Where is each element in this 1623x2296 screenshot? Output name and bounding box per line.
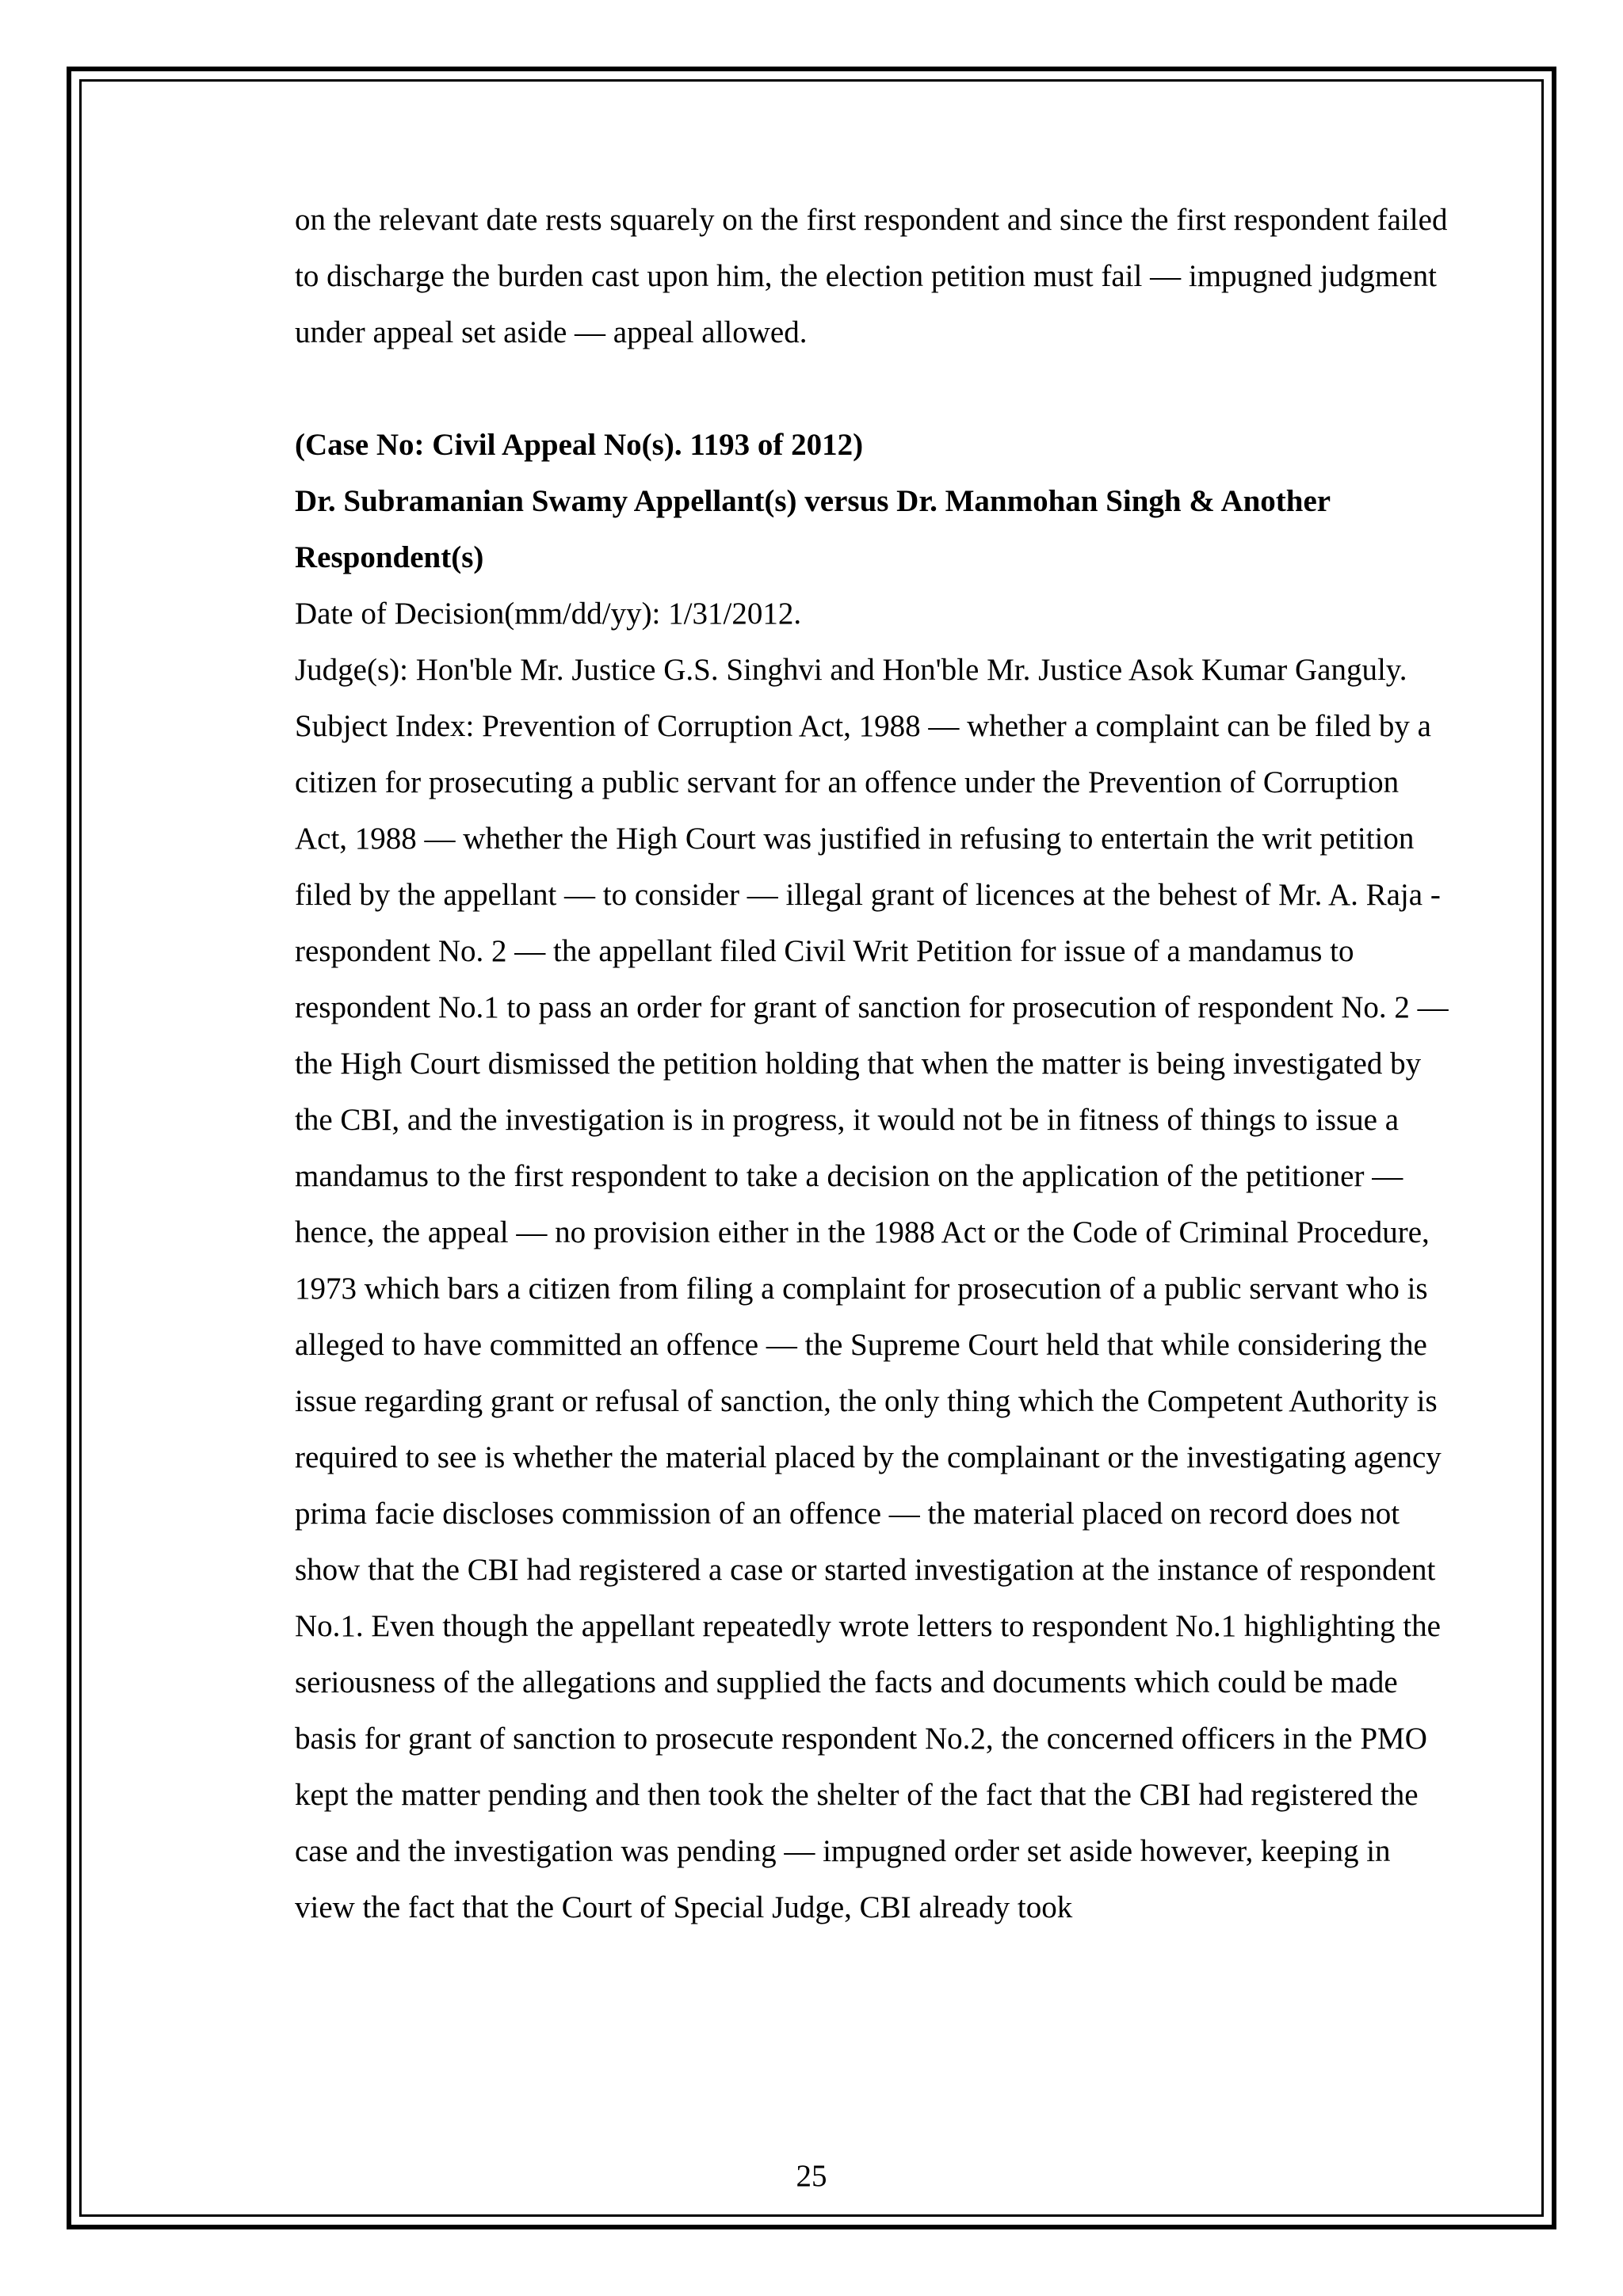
- date-of-decision: Date of Decision(mm/dd/yy): 1/31/2012.: [295, 597, 802, 631]
- case-number: (Case No: Civil Appeal No(s). 1193 of 2012): [295, 428, 864, 462]
- paragraph-gap: [295, 360, 1452, 417]
- case-parties: Dr. Subramanian Swamy Appellant(s) versus Dr. Manmohan Singh & Another Respondent(s): [295, 484, 1331, 574]
- page-number: 25: [796, 2159, 827, 2193]
- continuation-paragraph: on the relevant date rests squarely on the first respondent and since the first respondent failed to discharge the burden cast upon him, the election petition must fail — impugned judgment under appeal set aside — appeal allowed.: [295, 203, 1448, 349]
- judges: Judge(s): Hon'ble Mr. Justice G.S. Singhvi and Hon'ble Mr. Justice Asok Kumar Ganguly.: [295, 653, 1407, 687]
- page-content: [295, 192, 1452, 1936]
- subject-index: Subject Index: Prevention of Corruption Act, 1988 — whether a complaint can be filed by a citizen for prosecuting a public servant for an offence under the Prevention of Corruption Act, 1988 — whether the High Court was justified in refusing to entertain the writ petition filed by the appellant — to consider — illegal grant of licences at the behest of Mr. A. Raja - respondent No. 2 — the appellant filed Civil Writ Petition for issue of a mandamus to respondent No.1 to pass an order for grant of sanction for prosecution of respondent No. 2 — the High Court dismissed the petition holding that when the matter is being investigated by the CBI, and the investigation is in progress, it would not be in fitness of things to issue a mandamus to the first respondent to take a decision on the application of the petitioner — hence, the appeal — no provision either in the 1988 Act or the Code of Criminal Procedure, 1973 which bars a citizen from filing a complaint for prosecution of a public servant who is alleged to have committed an offence — the Supreme Court held that while considering the issue regarding grant or refusal of sanction, the only thing which the Competent Authority is required to see is whether the material placed by the complainant or the investigating agency prima facie discloses commission of an offence — the material placed on record does not show that the CBI had registered a case or started investigation at the instance of respondent No.1. Even though the appellant repeatedly wrote letters to respondent No.1 highlighting the seriousness of the allegations and supplied the facts and documents which could be made basis for grant of sanction to prosecute respondent No.2, the concerned officers in the PMO kept the matter pending and then took the shelter of the fact that the CBI had registered the case and the investigation was pending — impugned order set aside however, keeping in view the fact that the Court of Special Judge, CBI already took: [295, 709, 1449, 1924]
